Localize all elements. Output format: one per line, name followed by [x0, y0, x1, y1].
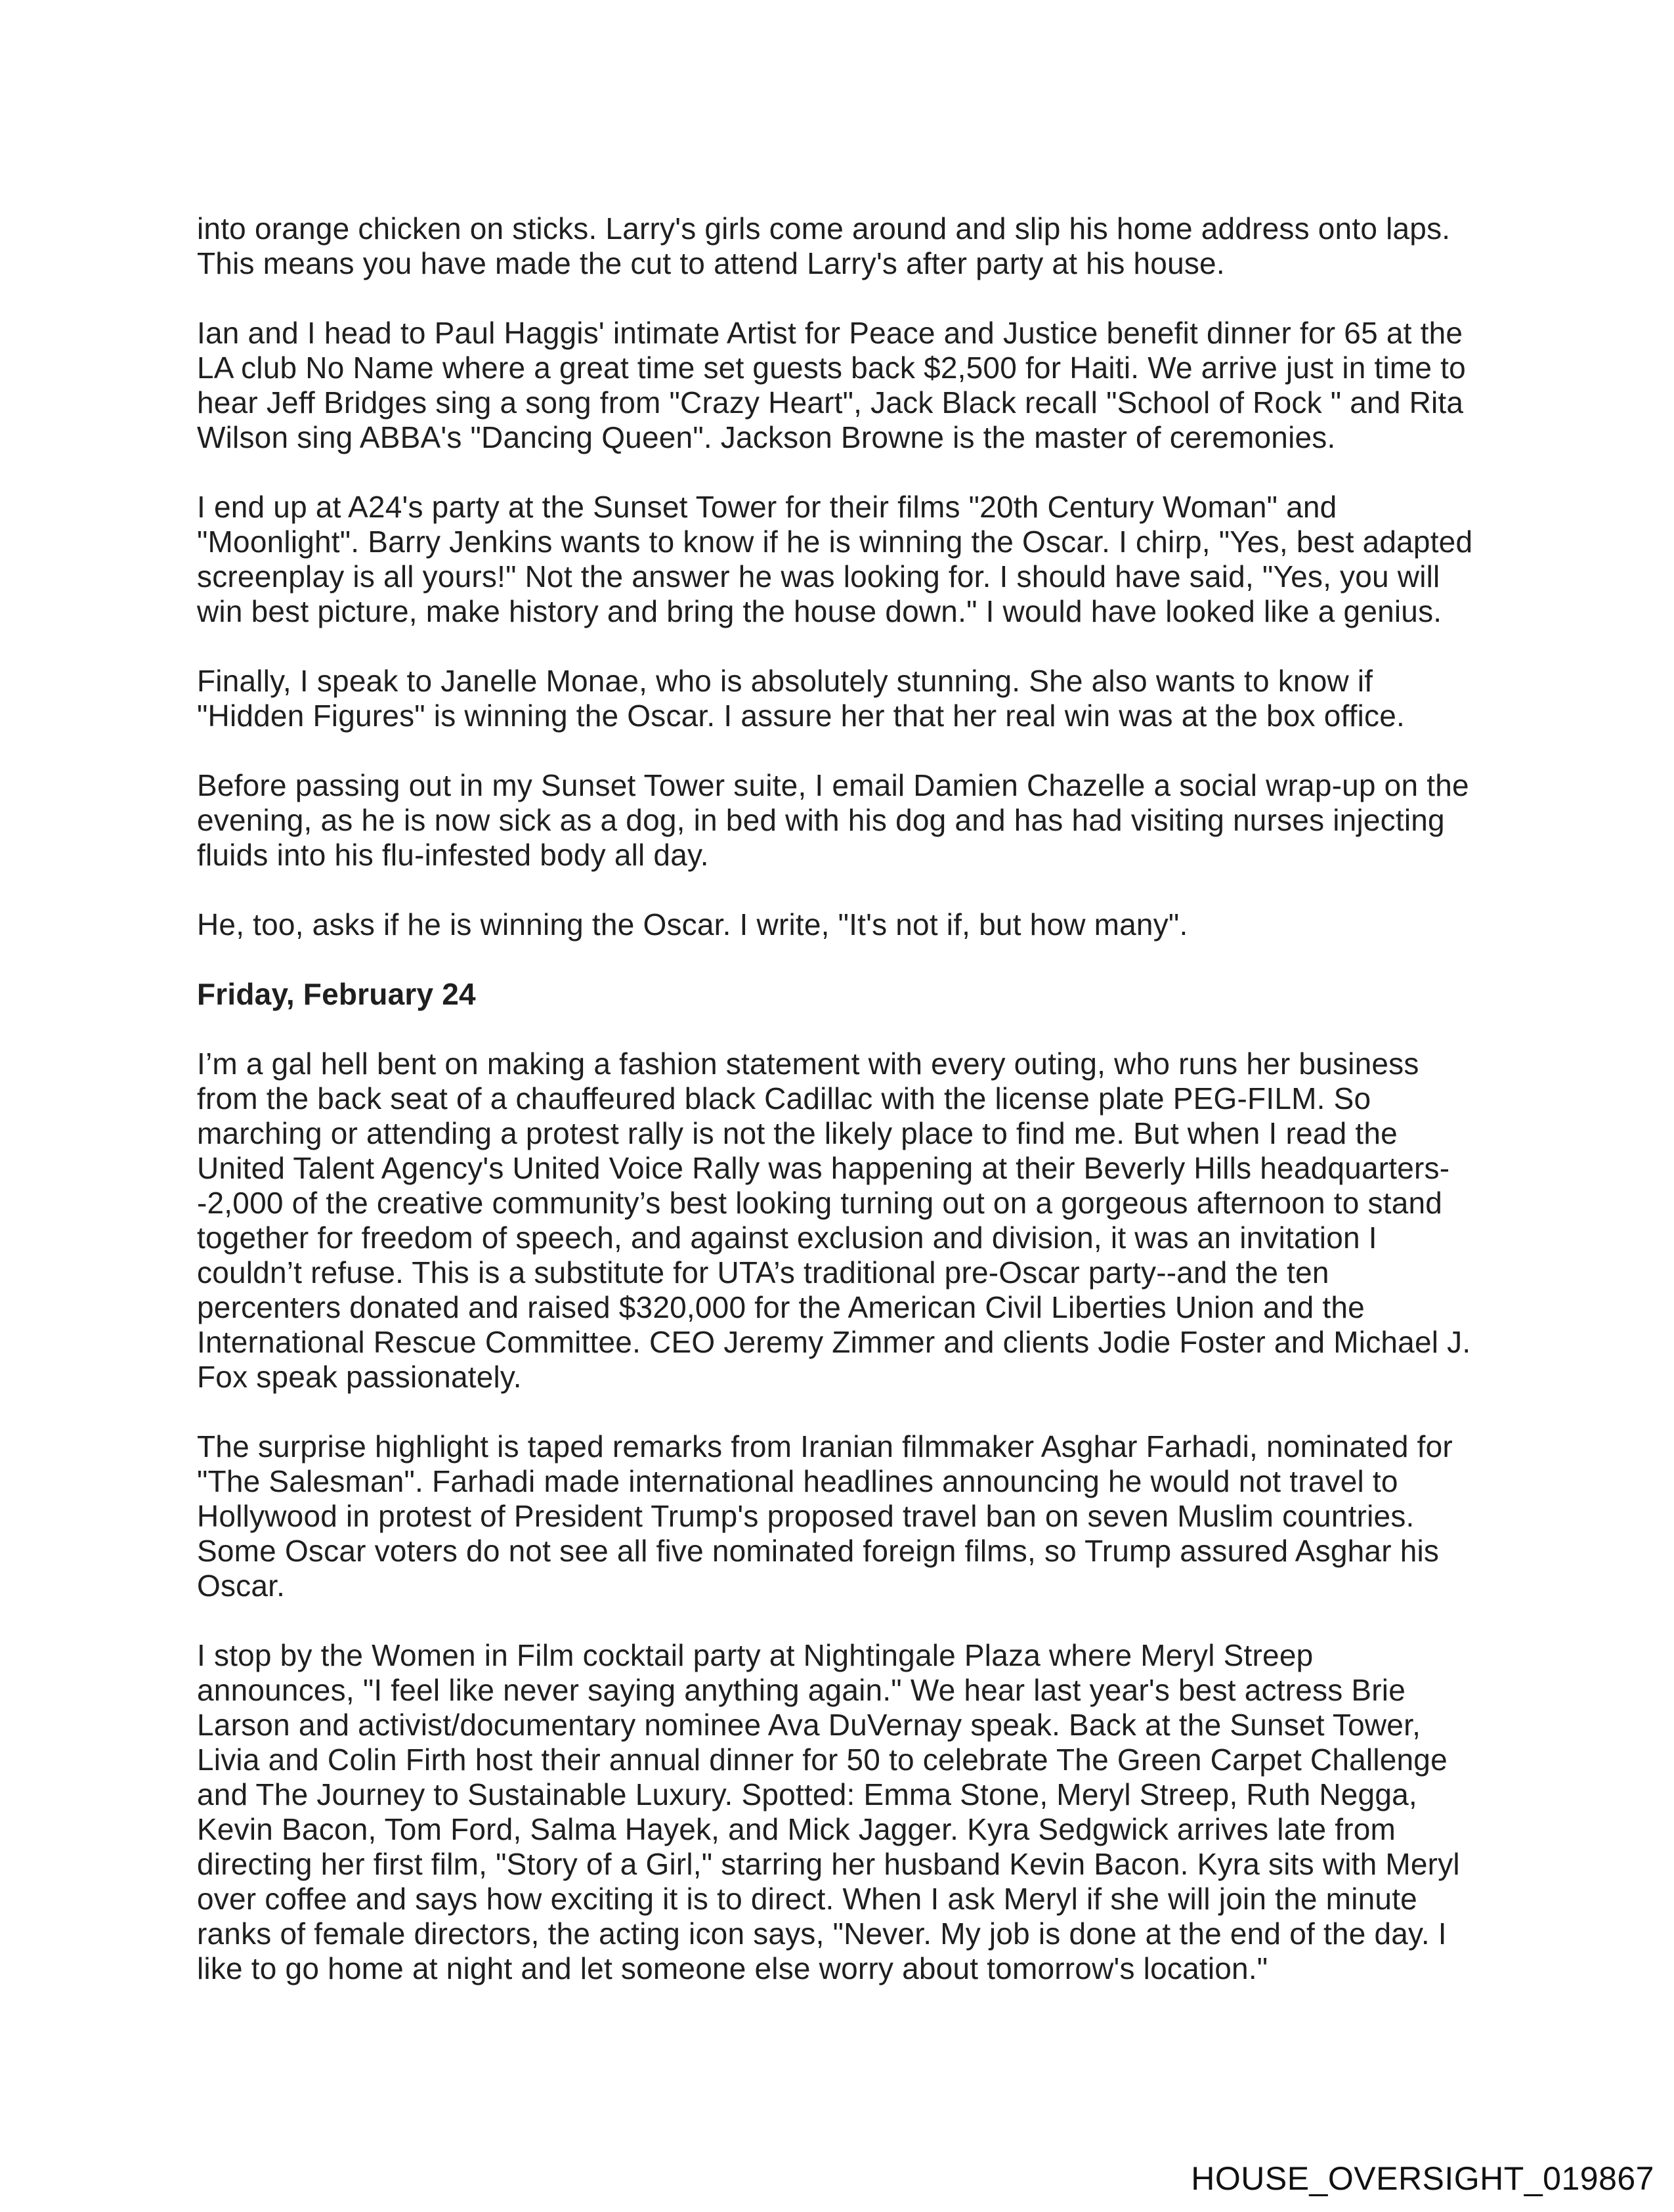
- paragraph: I’m a gal hell bent on making a fashion statement with every outing, who runs her business from the back seat of a chauffeured black Cadillac with the license plate PEG-FILM. So marching or attending a protest rally is not the likely place to find me. But when I read the United Talent Agency's United Voice Rally was happening at their Beverly Hills headquarters--2,000 of the creative community’s best looking turning out on a gorgeous afternoon to stand together for freedom of speech, and against exclusion and division, it was an invitation I couldn’t refuse. This is a substitute for UTA’s traditional pre-Oscar party--and the ten percenters donated and raised $320,000 for the American Civil Liberties Union and the International Rescue Committee. CEO Jeremy Zimmer and clients Jodie Foster and Michael J. Fox speak passionately.: [197, 1047, 1471, 1394]
- bates-number: HOUSE_OVERSIGHT_019867: [1191, 2160, 1654, 2197]
- paragraph: Before passing out in my Sunset Tower suite, I email Damien Chazelle a social wrap-up on the evening, as he is now sick as a dog, in bed with his dog and has had visiting nurses injecting fluids into his flu-infested body all day.: [197, 768, 1469, 872]
- paragraph: Finally, I speak to Janelle Monae, who is absolutely stunning. She also wants to know if "Hidden Figures" is winning the Oscar. I assure her that her real win was at the box office.: [197, 664, 1406, 733]
- paragraph: The surprise highlight is taped remarks from Iranian filmmaker Asghar Farhadi, nominated for "The Salesman". Farhadi made international headlines announcing he would not travel to Hollywood in protest of President Trump's proposed travel ban on seven Muslim countries. Some Oscar voters do not see all five nominated foreign films, so Trump assured Asghar his Oscar.: [197, 1429, 1453, 1603]
- paragraph: I stop by the Women in Film cocktail party at Nightingale Plaza where Meryl Streep announces, "I feel like never saying anything again." We hear last year's best actress Brie Larson and activist/documentary nominee Ava DuVernay speak. Back at the Sunset Tower, Livia and Colin Firth host their annual dinner for 50 to celebrate The Green Carpet Challenge and The Journey to Sustainable Luxury. Spotted: Emma Stone, Meryl Streep, Ruth Negga, Kevin Bacon, Tom Ford, Salma Hayek, and Mick Jagger. Kyra Sedgwick arrives late from directing her first film, "Story of a Girl," starring her husband Kevin Bacon. Kyra sits with Meryl over coffee and says how exciting it is to direct. When I ask Meryl if she will join the minute ranks of female directors, the acting icon says, "Never. My job is done at the end of the day. I like to go home at night and let someone else worry about tomorrow's location.": [197, 1638, 1460, 1985]
- paragraph: He, too, asks if he is winning the Oscar. I write, "It's not if, but how many".: [197, 907, 1188, 942]
- paragraph: into orange chicken on sticks. Larry's girls come around and slip his home address onto laps. This means you have made the cut to attend Larry's after party at his house.: [197, 211, 1451, 280]
- paragraph: Ian and I head to Paul Haggis' intimate Artist for Peace and Justice benefit dinner for 65 at the LA club No Name where a great time set guests back $2,500 for Haiti. We arrive just in time to hear Jeff Bridges sing a song from "Crazy Heart", Jack Black recall "School of Rock " and Rita Wilson sing ABBA's "Dancing Queen". Jackson Browne is the master of ceremonies.: [197, 316, 1466, 454]
- section-heading-friday-february-24: Friday, February 24: [197, 977, 476, 1011]
- paragraph: I end up at A24's party at the Sunset Tower for their films "20th Century Woman" and "Moonlight". Barry Jenkins wants to know if he is winning the Oscar. I chirp, "Yes, best adapted screenplay is all yours!" Not the answer he was looking for. I should have said, "Yes, you will win best picture, make history and bring the house down." I would have looked like a genius.: [197, 490, 1473, 628]
